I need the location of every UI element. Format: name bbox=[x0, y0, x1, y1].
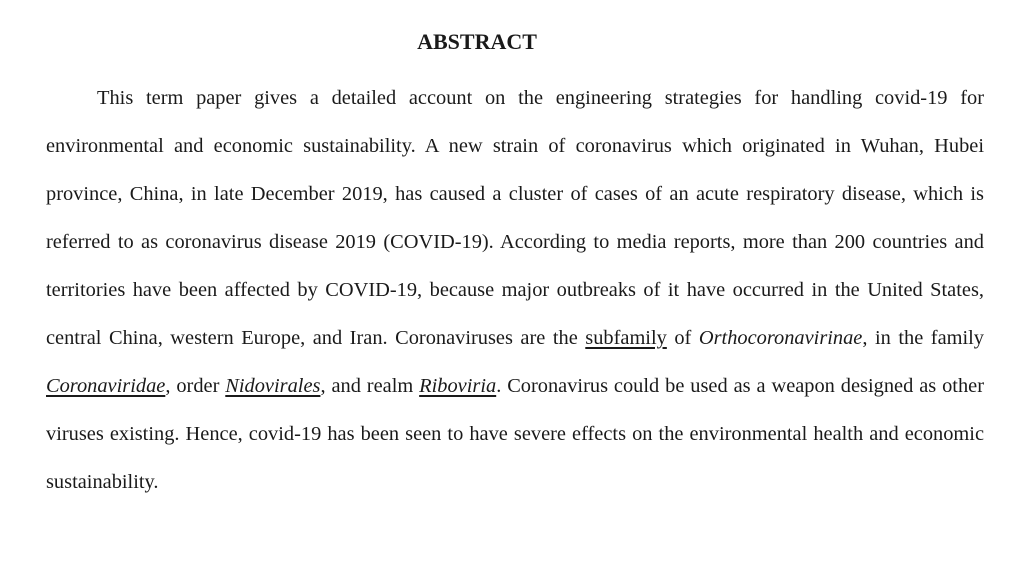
abstract-text: of bbox=[666, 327, 699, 349]
abstract-text: , and realm bbox=[320, 375, 420, 397]
abstract-text: , order bbox=[165, 375, 226, 397]
abstract-text: This term paper gives a detailed account on the engineering strategies for handling covid-19 for environmental and economic sustainability. A new strain of coronavirus which originated in Wuhan, Hubei province, China, in late December 2019, has caused a cluster of cases of an acute respiratory disease, which is referred to as coronavirus disease 2019 (COVID-19). According to media reports, more than 200 countries and territories have been affected by COVID-19, because major outbreaks of it have occurred in the United States, central China, western Europe, and Iran. Coronaviruses are the bbox=[46, 87, 984, 349]
coronaviridae-link[interactable]: Coronaviridae bbox=[46, 375, 166, 397]
abstract-paragraph bbox=[46, 74, 984, 506]
abstract-heading: ABSTRACT bbox=[417, 29, 537, 54]
riboviria-link[interactable]: Riboviria bbox=[419, 375, 497, 397]
subfamily-link[interactable]: subfamily bbox=[585, 327, 667, 349]
abstract-text: , in the family bbox=[862, 327, 985, 349]
nidovirales-link[interactable]: Nidovirales bbox=[225, 375, 321, 397]
orthocoronavirinae-term: Orthocoronavirinae bbox=[698, 327, 863, 349]
abstract-text: . Coronavirus could be used as a weapon designed as other viruses existing. Hence, covid-19 has been seen to have severe effects on the environmental health and economic sustainability. bbox=[46, 375, 984, 493]
